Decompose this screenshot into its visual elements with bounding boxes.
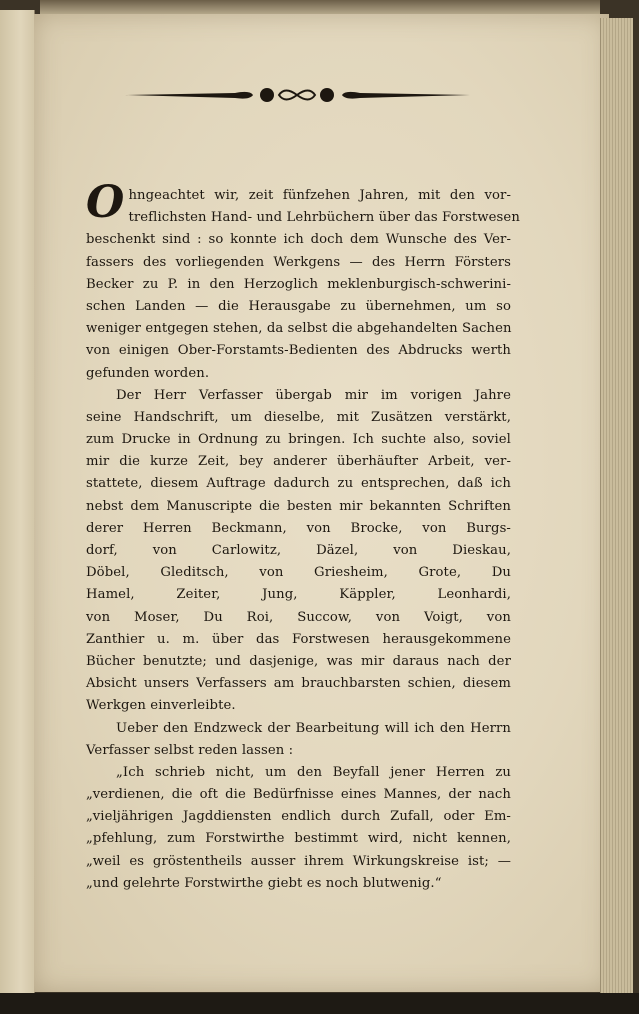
text-line: Ueber den Endzweck der Bearbeitung will ich den Herrn [116,720,511,736]
text-line: fassers des vorliegenden Werkgens — des Herrn Försters [86,254,511,270]
text-line: nebst dem Manuscripte die besten mir bekannten Schriften [86,498,511,514]
text-line: von einigen Ober-Forstamts-Bedienten des Abdrucks werth [86,343,511,359]
text-line: Hamel, Zeiter, Jung, Käppler, Leonhardi, [86,587,511,603]
text-line: zum Drucke in Ordnung zu bringen. Ich suchte also, soviel [86,432,511,448]
text-line: schen Landen — die Herausgabe zu übernehmen, um so [86,298,511,314]
paragraph [86,177,520,385]
text-line: Bücher benutzte; und dasjenige, was mir daraus nach der [86,653,511,669]
paragraph [86,762,511,895]
text-line: mir die kurze Zeit, bey anderer überhäufter Arbeit, ver- [86,454,511,470]
text-line: Absicht unsers Verfassers am brauchbarsten schien, diesem [86,676,511,692]
bottom-shadow [0,993,639,1014]
text-line: treflichsten Hand- und Lehrbüchern über das Forstwesen [128,210,520,226]
text-line: Döbel, Gleditsch, von Griesheim, Grote, Du [86,565,511,581]
text-line: „und gelehrte Forstwirthe giebt es noch blutwenig.“ [86,875,442,891]
text-line: gefunden worden. [86,365,210,381]
text-line: „pfehlung, zum Forstwirthe bestimmt wird, nicht kennen, [86,831,511,847]
text-line: beschenkt sind : so konnte ich doch dem Wunsche des Ver- [86,232,511,248]
page-stack-edge [600,18,633,993]
paragraph [86,718,511,762]
text-line: dorf, von Carlowitz, Däzel, von Dieskau, [86,543,511,558]
text-line: Becker zu P. in den Herzoglich meklenburgisch-schwerini- [86,276,511,292]
text-line: „weil es gröstentheils ausser ihrem Wirkungskreise ist; — [86,853,511,869]
page-text [86,177,520,895]
text-line: Verfasser selbst reden lassen : [86,742,294,758]
text-line: „Ich schrieb nicht, um den Beyfall jener Herren zu [116,764,511,780]
text-line: Werkgen einverleibte. [86,698,236,714]
text-line: seine Handschrift, um dieselbe, mit Zusätzen verstärkt, [86,409,511,425]
text-line: Der Herr Verfasser übergab mir im vorigen Jahre [116,387,511,403]
left-page-edge [0,10,35,995]
text-line: weniger entgegen stehen, da selbst die abgehandelten Sachen [86,321,512,337]
paragraph [86,385,511,718]
drop-cap-initial: O [86,177,125,228]
text-line: hngeachtet wir, zeit fünfzehen Jahren, mit den vor- [128,188,511,203]
text-line: stattete, diesem Auftrage dadurch zu entsprechen, daß ich [86,476,511,492]
ornament-divider [125,82,470,108]
text-line: „verdienen, die oft die Bedürfnisse eines Mannes, der nach [86,787,511,803]
text-line: Zanthier u. m. über das Forstwesen herausgekommene [86,631,511,647]
text-line: von Moser, Du Roi, Succow, von Voigt, von [86,609,511,625]
text-line: derer Herren Beckmann, von Brocke, von Burgs- [86,520,511,536]
text-line: „vieljährigen Jagddiensten endlich durch Zufall, oder Em- [86,809,511,825]
